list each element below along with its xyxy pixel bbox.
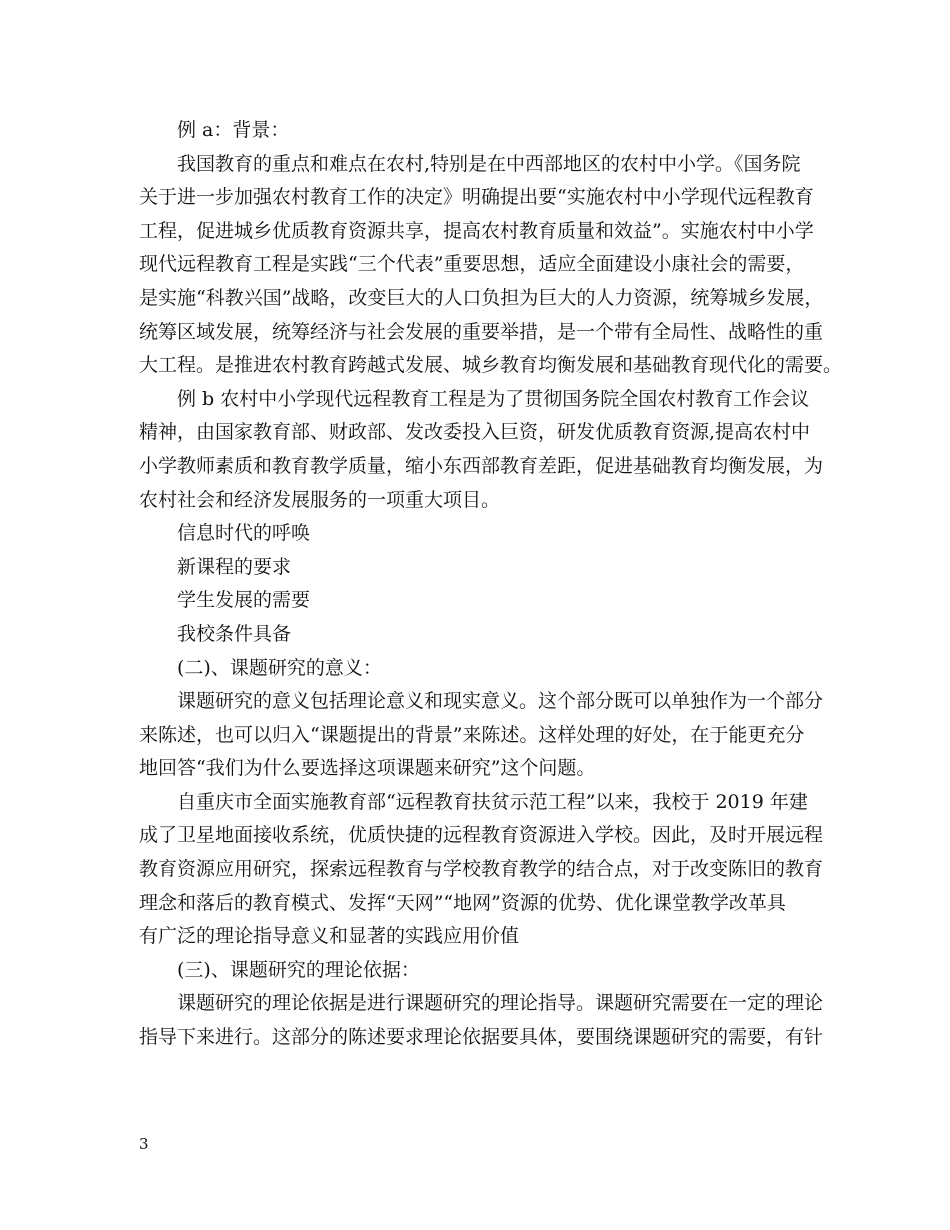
paragraph-line: 例 b 农村中小学现代远程教育工程是为了贯彻国务院全国农村教育工作会议 (177, 387, 810, 410)
paragraph-line: 学生发展的需要 (177, 589, 311, 612)
section-heading: (三)、课题研究的理论依据： (177, 958, 420, 981)
paragraph-line: 农村社会和经济发展服务的一项重大项目。 (139, 488, 501, 511)
paragraph-line: 关于进一步加强农村教育工作的决定》明确提出要“实施农村中小学现代远程教育 (139, 186, 814, 209)
paragraph-line: 有广泛的理论指导意义和显著的实践应用价值 (139, 925, 520, 948)
paragraph-line: 指导下来进行。这部分的陈述要求理论依据要具体，要围绕课题研究的需要，有针 (139, 1026, 824, 1049)
paragraph-line: 新课程的要求 (177, 555, 292, 578)
paragraph-line: 成了卫星地面接收系统，优质快捷的远程教育资源进入学校。因此，及时开展远程 (139, 824, 824, 847)
document-body (139, 114, 843, 1055)
paragraph-line: 课题研究的理论依据是进行课题研究的理论指导。课题研究需要在一定的理论 (177, 992, 824, 1015)
section-heading: (二)、课题研究的意义： (177, 656, 382, 679)
page-number: 3 (139, 1135, 149, 1153)
paragraph-line: 来陈述，也可以归入“课题提出的背景”来陈述。这样处理的好处，在于能更充分 (139, 723, 805, 746)
paragraph-line: 我校条件具备 (177, 622, 292, 645)
paragraph-line: 自重庆市全面实施教育部“远程教育扶贫示范工程”以来，我校于 2019 年建 (177, 790, 808, 813)
paragraph-line: 地回答“我们为什么要选择这项课题来研究”这个问题。 (139, 757, 596, 780)
paragraph-line: 工程，促进城乡优质教育资源共享，提高农村教育质量和效益”。实施农村中小学 (139, 219, 814, 242)
paragraph-line: 信息时代的呼唤 (177, 522, 311, 545)
paragraph-line: 是实施“科教兴国”战略，改变巨大的人口负担为巨大的人力资源，统筹城乡发展， (139, 286, 824, 309)
paragraph-line: 我国教育的重点和难点在农村,特别是在中西部地区的农村中小学。《国务院 (177, 152, 801, 175)
paragraph-line: 课题研究的意义包括理论意义和现实意义。这个部分既可以单独作为一个部分 (177, 690, 824, 713)
paragraph-line: 例 a：背景： (177, 119, 290, 141)
paragraph-line: 大工程。是推进农村教育跨越式发展、城乡教育均衡发展和基础教育现代化的需要。 (139, 354, 843, 377)
paragraph-line: 现代远程教育工程是实践“三个代表”重要思想，适应全面建设小康社会的需要， (139, 253, 805, 276)
paragraph-line: 小学教师素质和教育教学质量，缩小东西部教育差距，促进基础教育均衡发展，为 (139, 454, 824, 477)
paragraph-line: 教育资源应用研究，探索远程教育与学校教育教学的结合点，对于改变陈旧的教育 (139, 858, 824, 881)
paragraph-line: 统筹区域发展，统筹经济与社会发展的重要举措，是一个带有全局性、战略性的重 (139, 320, 824, 343)
paragraph-line: 理念和落后的教育模式、发挥“天网”“地网”资源的优势、优化课堂教学改革具 (139, 891, 786, 914)
paragraph-line: 精神，由国家教育部、财政部、发改委投入巨资，研发优质教育资源,提高农村中 (139, 421, 811, 444)
